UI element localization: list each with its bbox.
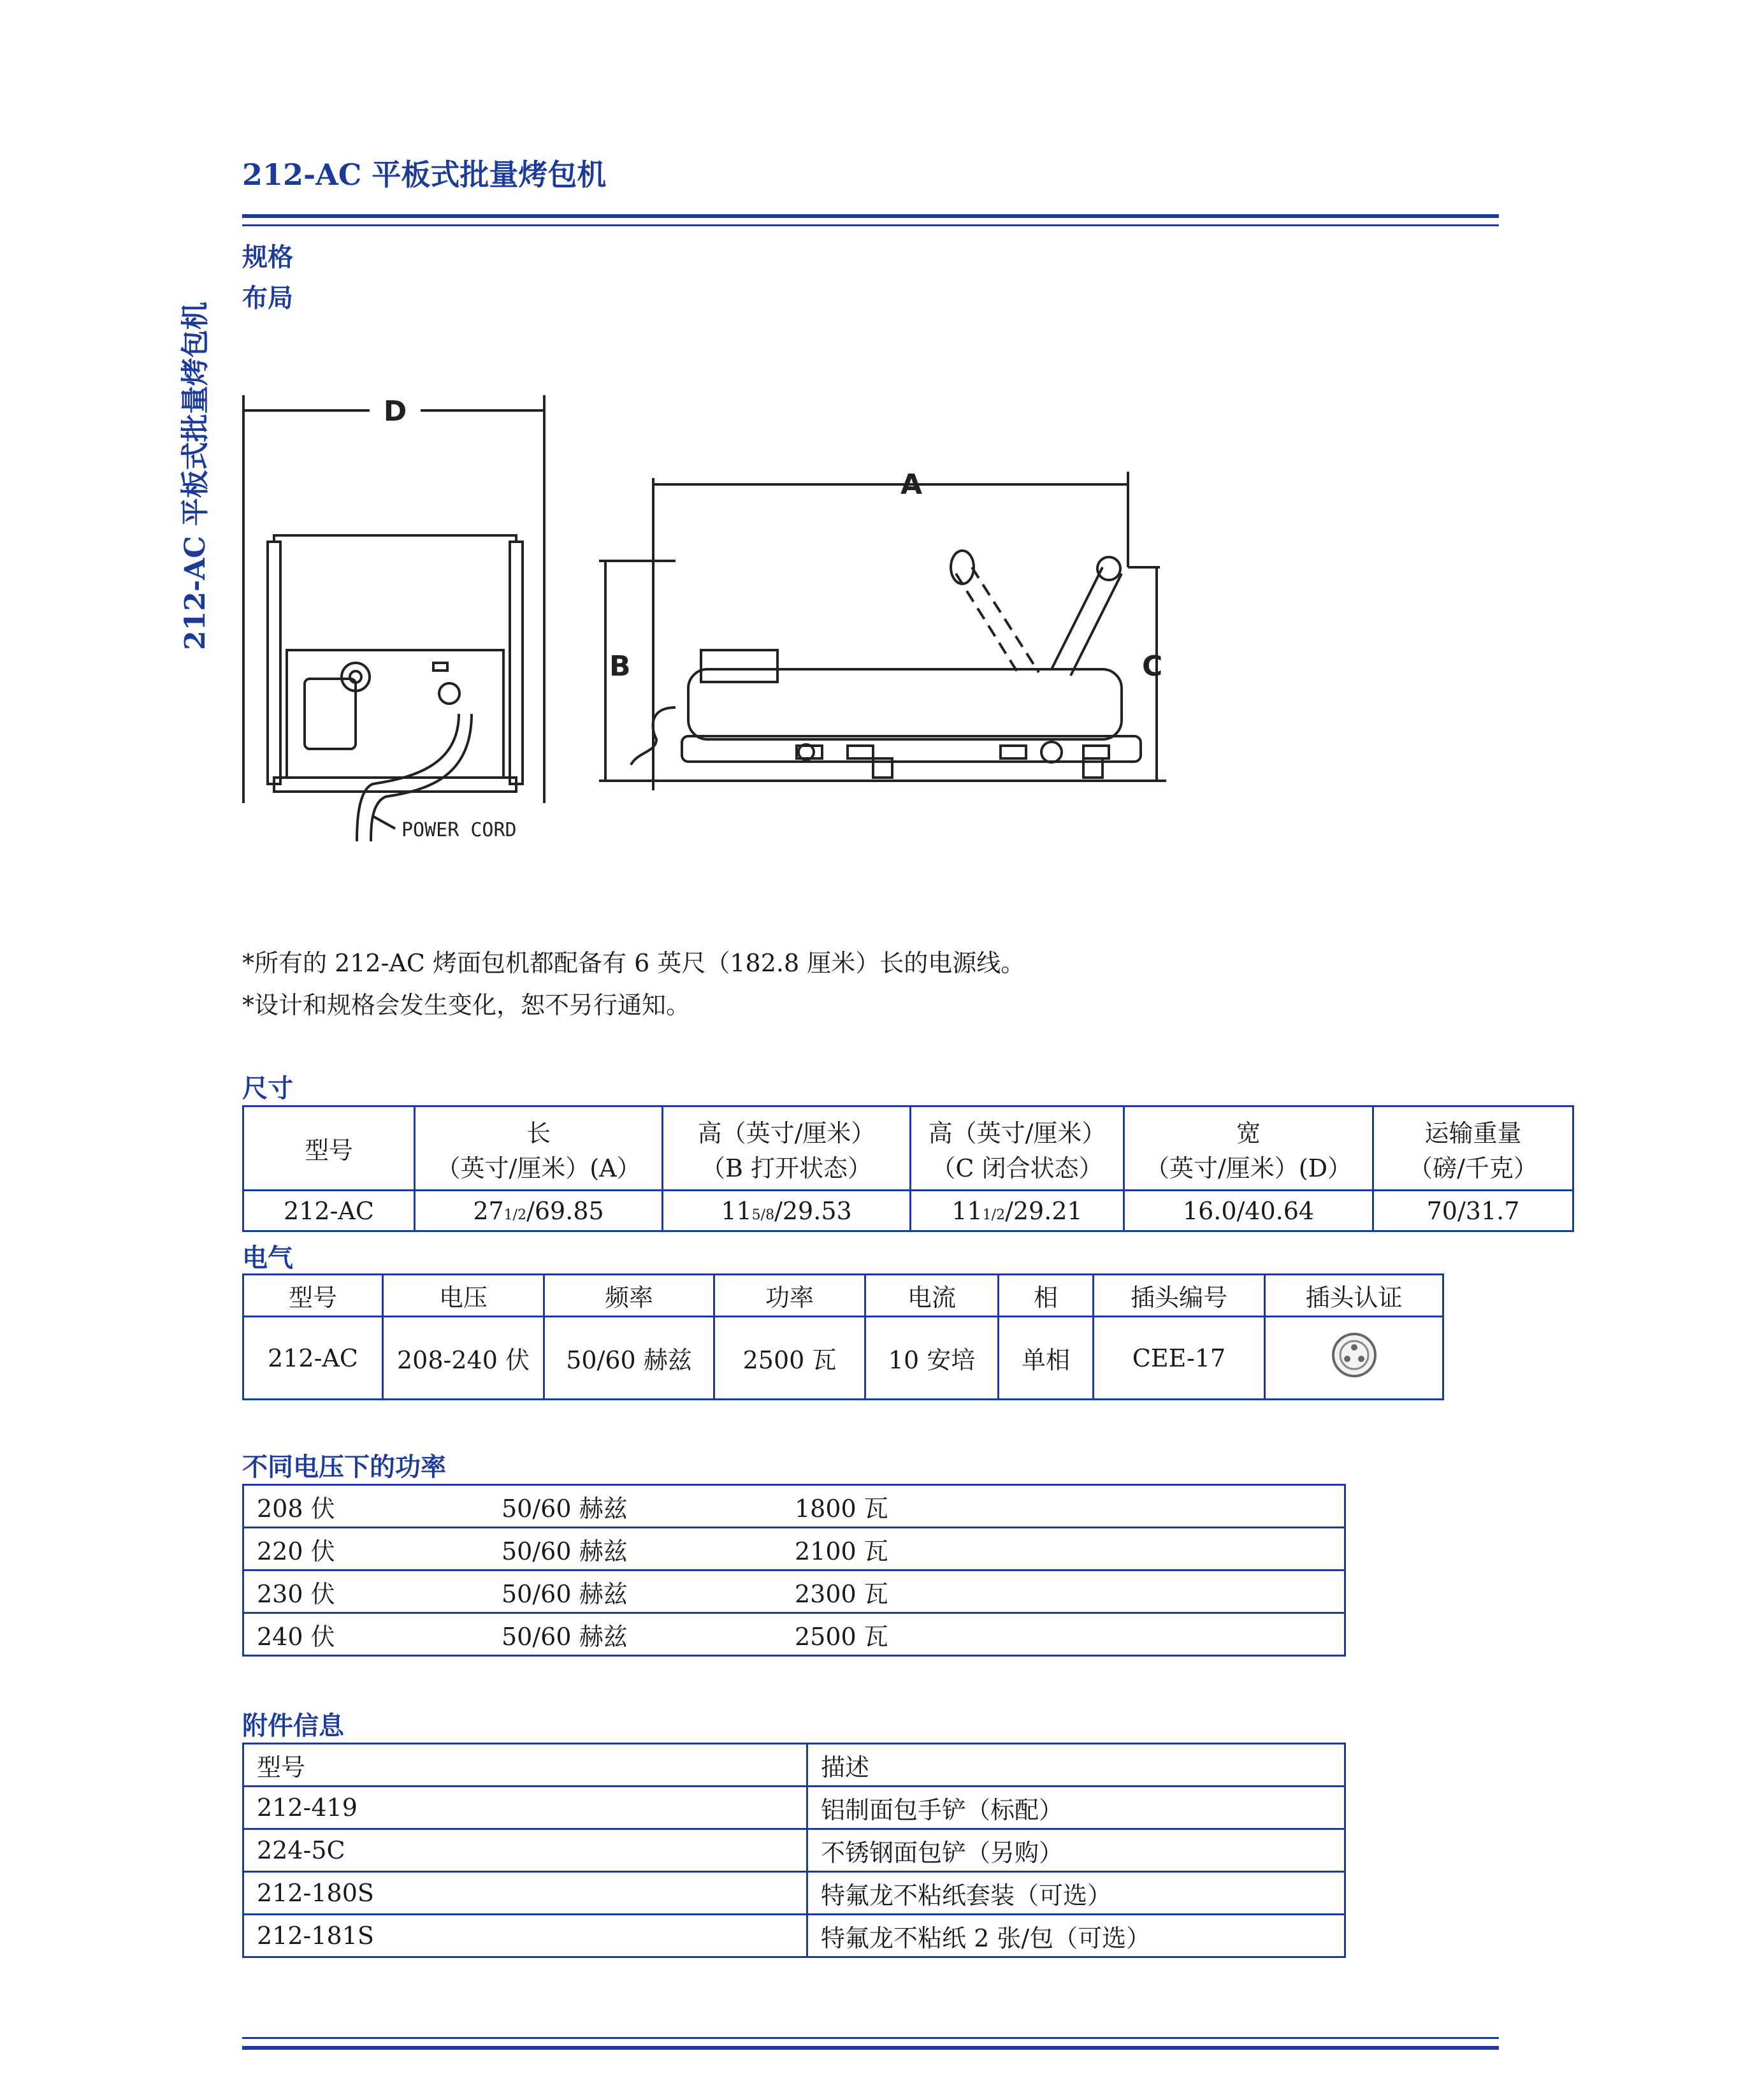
elec-col-voltage: 电压 [383, 1275, 544, 1317]
elec-col-cert: 插头认证 [1265, 1275, 1443, 1317]
table-row [243, 1485, 1345, 1528]
acc-desc: 特氟龙不粘纸套装（可选） [807, 1872, 1345, 1915]
table-row [243, 1915, 1345, 1957]
accessories-heading: 附件信息 [242, 1711, 344, 1741]
elec-model: 212-AC [243, 1317, 383, 1400]
cell-length: 271/2/69.85 [415, 1191, 663, 1231]
power-watts: 2500 瓦 [782, 1613, 1345, 1656]
elec-col-current: 电流 [865, 1275, 999, 1317]
table-row [243, 1872, 1345, 1915]
elec-current: 10 安培 [865, 1317, 999, 1400]
power-cord-label: POWER CORD [401, 819, 517, 841]
dim-label-b: B [609, 650, 631, 683]
elec-col-model: 型号 [243, 1275, 383, 1317]
acc-desc: 铝制面包手铲（标配） [807, 1787, 1345, 1829]
elec-frequency: 50/60 赫兹 [544, 1317, 714, 1400]
power-voltage: 220 伏 [243, 1528, 489, 1570]
side-title: 212-AC 平板式批量烤包机 [179, 301, 212, 650]
dim-label-a: A [900, 468, 923, 501]
layout-label: 布局 [242, 284, 293, 313]
toaster-layout-diagram [236, 382, 1268, 854]
acc-model: 224-5C [243, 1829, 807, 1872]
power-freq: 50/60 赫兹 [489, 1485, 782, 1528]
dimensions-heading: 尺寸 [242, 1074, 293, 1103]
header-rule-thin [242, 224, 1499, 226]
elec-cert [1265, 1317, 1443, 1400]
dimensions-table [242, 1105, 1574, 1232]
elec-col-plug: 插头编号 [1094, 1275, 1265, 1317]
col-model: 型号 [243, 1106, 415, 1191]
table-row [243, 1570, 1345, 1613]
note-spec-change: *设计和规格会发生变化，恕不另行通知。 [242, 991, 691, 1019]
note-power-cord: *所有的 212-AC 烤面包机都配备有 6 英尺（182.8 厘米）长的电源线。 [242, 949, 1025, 977]
elec-phase: 单相 [999, 1317, 1094, 1400]
acc-model: 212-180S [243, 1872, 807, 1915]
table-row [243, 1829, 1345, 1872]
cell-weight: 70/31.7 [1373, 1191, 1573, 1231]
dim-label-c: C [1142, 650, 1163, 683]
cell-height-closed: 111/2/29.21 [911, 1191, 1124, 1231]
power-table [242, 1484, 1346, 1657]
page-title: 212-AC 平板式批量烤包机 [242, 157, 607, 192]
power-watts: 2300 瓦 [782, 1570, 1345, 1613]
elec-voltage: 208-240 伏 [383, 1317, 544, 1400]
col-width: 宽 （英寸/厘米）(D） [1124, 1106, 1373, 1191]
table-row [243, 1613, 1345, 1656]
acc-model: 212-419 [243, 1787, 807, 1829]
acc-desc: 特氟龙不粘纸 2 张/包（可选） [807, 1915, 1345, 1957]
footer-rule [242, 2046, 1499, 2050]
elec-col-frequency: 频率 [544, 1275, 714, 1317]
power-voltage: 240 伏 [243, 1613, 489, 1656]
table-row [243, 1528, 1345, 1570]
electrical-table [242, 1273, 1444, 1400]
footer-rule-thin [242, 2037, 1499, 2039]
acc-desc: 不锈钢面包铲（另购） [807, 1829, 1345, 1872]
plug-cert-icon [1330, 1331, 1378, 1379]
table-row [243, 1787, 1345, 1829]
elec-col-phase: 相 [999, 1275, 1094, 1317]
spec-label: 规格 [242, 243, 293, 272]
elec-col-power: 功率 [714, 1275, 865, 1317]
dim-label-d: D [383, 395, 407, 428]
acc-col-desc: 描述 [807, 1744, 1345, 1787]
col-weight: 运输重量 （磅/千克） [1373, 1106, 1573, 1191]
accessories-table [242, 1743, 1346, 1958]
acc-model: 212-181S [243, 1915, 807, 1957]
cell-width: 16.0/40.64 [1124, 1191, 1373, 1231]
power-voltage: 208 伏 [243, 1485, 489, 1528]
col-length: 长 （英寸/厘米）(A） [415, 1106, 663, 1191]
power-voltage: 230 伏 [243, 1570, 489, 1613]
col-height-open: 高（英寸/厘米） （B 打开状态） [663, 1106, 911, 1191]
power-heading: 不同电压下的功率 [242, 1453, 446, 1482]
power-watts: 2100 瓦 [782, 1528, 1345, 1570]
side-view [599, 472, 1166, 790]
front-view [243, 395, 544, 841]
power-freq: 50/60 赫兹 [489, 1570, 782, 1613]
electrical-heading: 电气 [242, 1244, 293, 1273]
col-height-closed: 高（英寸/厘米） （C 闭合状态） [911, 1106, 1124, 1191]
elec-power: 2500 瓦 [714, 1317, 865, 1400]
acc-col-model: 型号 [243, 1744, 807, 1787]
cell-model: 212-AC [243, 1191, 415, 1231]
cell-height-open: 115/8/29.53 [663, 1191, 911, 1231]
power-freq: 50/60 赫兹 [489, 1528, 782, 1570]
elec-plug: CEE-17 [1094, 1317, 1265, 1400]
header-rule [242, 214, 1499, 218]
power-watts: 1800 瓦 [782, 1485, 1345, 1528]
table-row [243, 1744, 1345, 1787]
power-freq: 50/60 赫兹 [489, 1613, 782, 1656]
